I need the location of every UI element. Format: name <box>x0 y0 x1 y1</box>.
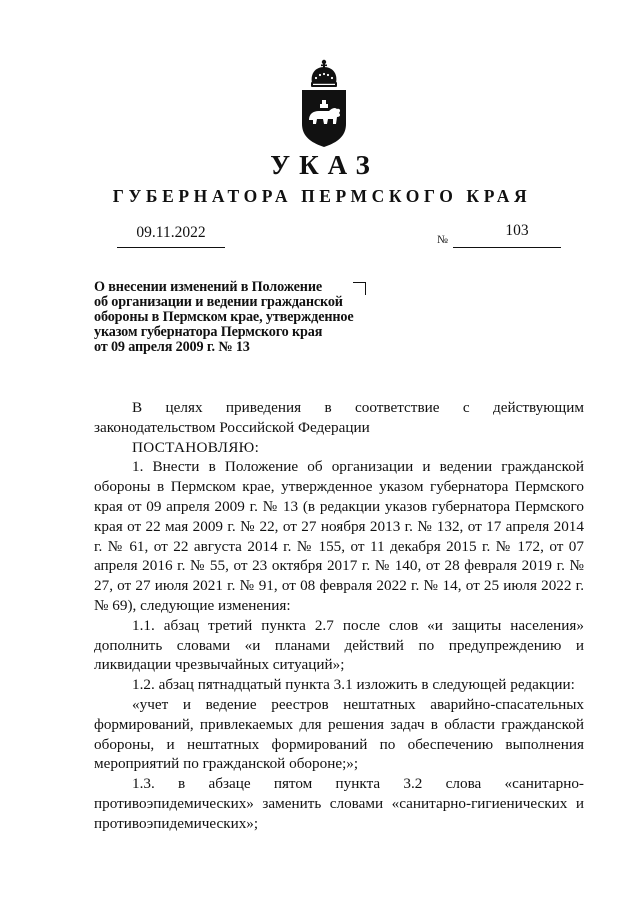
clause-1-1: 1.1. абзац третий пункта 2.7 после слов «и защиты населения» дополнить словами «и планами действий по предупреждению и ликвидации чрезвычайных ситуаций»; <box>94 616 584 674</box>
date-underline <box>117 247 225 248</box>
subject-line: указом губернатора Пермского края <box>94 324 323 340</box>
document-number: 103 <box>505 222 529 239</box>
document-date-field <box>117 224 225 250</box>
clause-1-3: 1.3. в абзаце пятом пункта 3.2 слова «санитарно-противоэпидемических» заменить словами «санитарно-гигиенических и противоэпидемических»; <box>94 775 584 832</box>
subject-line: от 09 апреля 2009 г. № 13 <box>94 339 250 355</box>
subject-line: обороны в Пермском крае, утвержденное <box>94 309 354 325</box>
number-sign: № <box>437 234 448 246</box>
subject-line: О внесении изменений в Положение <box>94 279 322 295</box>
subject-line: об организации и ведении гражданской <box>94 294 343 310</box>
decree-word: ПОСТАНОВЛЯЮ: <box>132 438 260 456</box>
number-underline <box>453 247 561 248</box>
clause-1: 1. Внести в Положение об организации и ведении гражданской обороны в Пермском крае, утвержденное указом губернатора Пермского края от 09 апреля 2009 г. № 13 (в редакции указов губернатора Пермского края от 22 мая 2009 г. № 22, от 27 ноября 2013 г. № 132, от 17 апреля 2014 г. № 61, от 22 августа 2014 г. № 155, от 11 декабря 2015 г. № 172, от 07 апреля 2016 г. № 55, от 23 октября 2017 г. № 140, от 28 февраля 2019 г. № 27, от 27 июля 2021 г. № 91, от 08 февраля 2022 г. № 14, от 25 июля 2022 г. № 69), следующие изменения: <box>94 458 584 614</box>
document-date: 09.11.2022 <box>136 224 206 241</box>
clause-1-2-quote: «учет и ведение реестров нештатных аварийно-спасательных формирований, привлекаемых для решения задач в области гражданской обороны, и нештатных формирований по обеспечению выполнения мероприятий по гражданской обороне;»; <box>94 695 584 773</box>
preamble-paragraph: В целях приведения в соответствие с действующим законодательством Российской Федерации <box>94 399 584 436</box>
document-issuer: ГУБЕРНАТОРА ПЕРМСКОГО КРАЯ <box>112 186 532 206</box>
decree-body <box>94 398 584 834</box>
subject-corner-mark <box>353 282 366 295</box>
document-title: УКАЗ <box>270 150 379 180</box>
perm-krai-coat-of-arms-icon <box>298 58 350 148</box>
clause-1-2: 1.2. абзац пятнадцатый пункта 3.1 изложить в следующей редакции: <box>132 676 575 694</box>
document-number-field <box>437 222 561 250</box>
